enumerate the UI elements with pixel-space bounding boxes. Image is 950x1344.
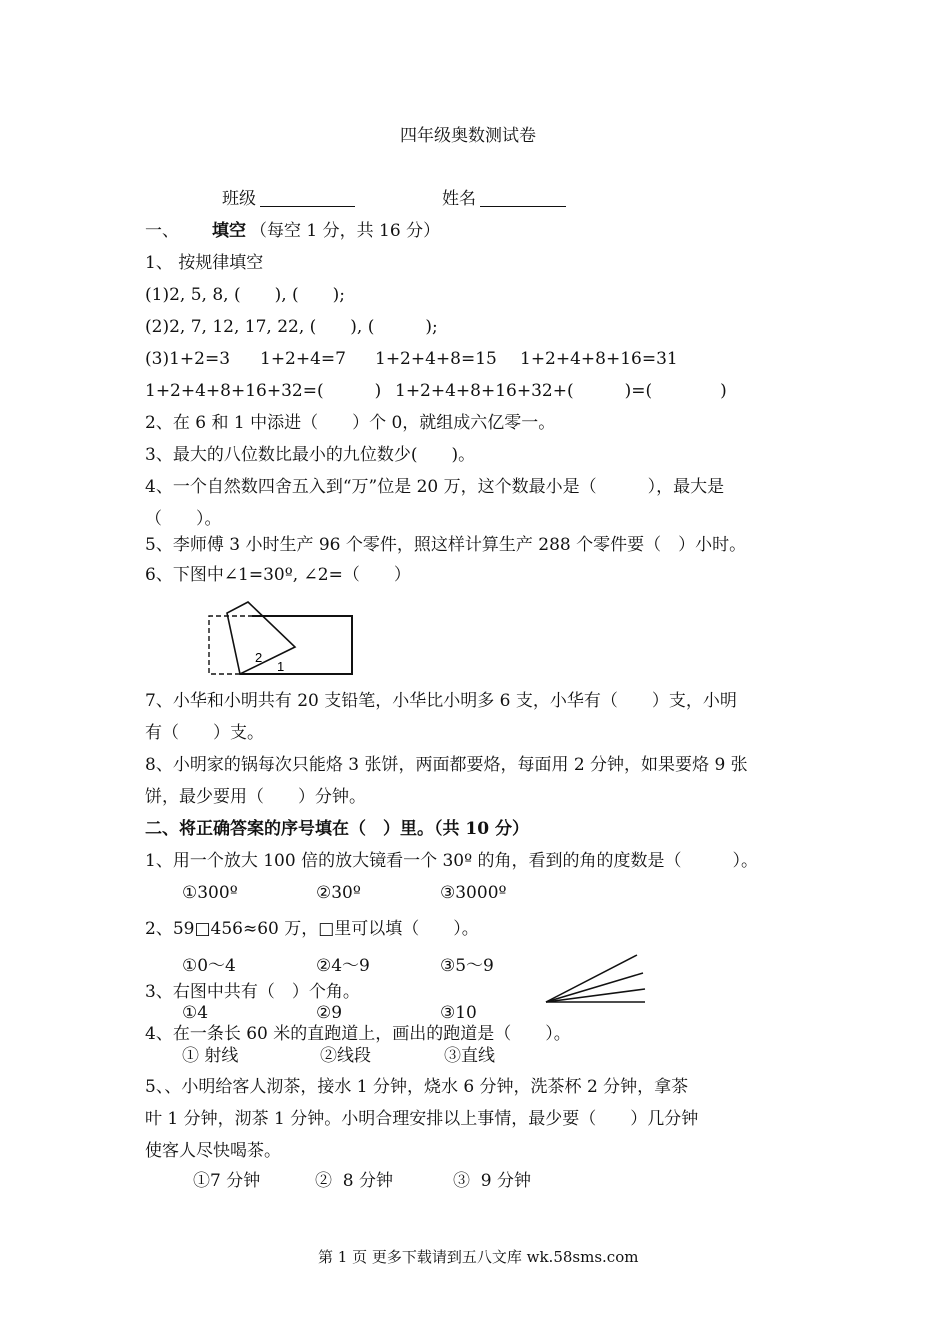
class-blank[interactable] [260, 188, 355, 207]
s2-q5-text-line1: 5、、小明给客人沏茶，接水 1 分钟，烧水 6 分钟，洗茶杯 2 分钟，拿茶 [145, 1077, 689, 1097]
folded-rectangle-figure [200, 598, 360, 680]
s2-q1-text: 1、用一个放大 100 倍的放大镜看一个 30º 的角，看到的角的度数是（ ）。 [145, 851, 759, 871]
q1-part3-d: 1+2+4+8+16=31 [520, 349, 678, 369]
section1-title: 填空 [212, 221, 246, 241]
q1-text: 1、 按规律填空 [145, 253, 264, 273]
s2-q5-text-line2: 叶 1 分钟，沏茶 1 分钟。小明合理安排以上事情，最少要（ ）几分钟 [145, 1109, 699, 1129]
q8-text-line2: 饼，最少要用（ ）分钟。 [145, 787, 366, 807]
s2-q2-text: 2、59□456≈60 万，□里可以填（ ）。 [145, 919, 479, 939]
s2-q2-option1[interactable]: ①0～4 [182, 956, 236, 976]
page-footer: 第 1 页 更多下载请到五八文库 wk.58sms.com [318, 1248, 639, 1266]
section2-title: 二、将正确答案的序号填在（ ）里。（共 10 分） [145, 819, 529, 839]
s2-q3-option2[interactable]: ②9 [316, 1003, 343, 1023]
page-title: 四年级奥数测试卷 [400, 126, 536, 146]
s2-q3-text: 3、右图中共有（ ）个角。 [145, 982, 360, 1002]
rectangle-folded-dashed-edge [209, 616, 252, 674]
q3-text: 3、最大的八位数比最小的九位数少( )。 [145, 445, 476, 465]
q1-part4-a: 1+2+4+8+16+32=( ) [145, 381, 382, 401]
q1-part2: (2)2, 7, 12, 17, 22, ( ), ( ); [145, 317, 438, 337]
q1-part3-b: 1+2+4=7 [260, 349, 346, 369]
ray-3 [546, 989, 645, 1002]
q1-part4-b: 1+2+4+8+16+32+( )=( ) [395, 381, 727, 401]
rays-figure [544, 950, 649, 1006]
s2-q2-option3[interactable]: ③5～9 [440, 956, 494, 976]
q7-text-line1: 7、小华和小明共有 20 支铅笔，小华比小明多 6 支，小华有（ ）支，小明 [145, 691, 737, 711]
class-label: 班级 [222, 189, 256, 209]
s2-q5-option3[interactable]: ③ 9 分钟 [453, 1171, 532, 1191]
s2-q4-option1[interactable]: ① 射线 [182, 1046, 239, 1066]
q5-text: 5、李师傅 3 小时生产 96 个零件，照这样计算生产 288 个零件要（ ）小时。 [145, 535, 747, 555]
s2-q4-text: 4、在一条长 60 米的直跑道上，画出的跑道是（ ）。 [145, 1024, 571, 1044]
q7-text-line2: 有（ ）支。 [145, 723, 264, 743]
q4-text-line2: （ ）。 [145, 509, 222, 529]
q6-text: 6、下图中∠1=30º, ∠2=（ ） [145, 565, 411, 585]
s2-q5-text-line3: 使客人尽快喝茶。 [145, 1141, 281, 1161]
s2-q5-option1[interactable]: ①7 分钟 [193, 1171, 261, 1191]
s2-q1-option2[interactable]: ②30º [316, 883, 361, 903]
q2-text: 2、在 6 和 1 中添进（ ）个 0，就组成六亿零一。 [145, 413, 556, 433]
angle-1-label: 1 [277, 659, 285, 674]
name-blank[interactable] [480, 188, 566, 207]
s2-q4-option3[interactable]: ③直线 [444, 1046, 495, 1066]
q1-part3-a: (3)1+2=3 [145, 349, 231, 369]
q1-part3-c: 1+2+4+8=15 [375, 349, 497, 369]
s2-q3-option1[interactable]: ①4 [182, 1003, 209, 1023]
q1-part1: (1)2, 5, 8, ( ), ( ); [145, 285, 346, 305]
name-label: 姓名 [442, 189, 476, 209]
section1-number: 一、 [145, 221, 179, 241]
s2-q2-option2[interactable]: ②4～9 [316, 956, 370, 976]
angle-2-label: 2 [255, 650, 263, 665]
s2-q3-option3[interactable]: ③10 [440, 1003, 477, 1023]
section1-note: （每空 1 分，共 16 分） [250, 221, 441, 241]
s2-q5-option2[interactable]: ② 8 分钟 [315, 1171, 394, 1191]
s2-q1-option1[interactable]: ①300º [182, 883, 238, 903]
q4-text-line1: 4、一个自然数四舍五入到“万”位是 20 万，这个数最小是（ ），最大是 [145, 477, 725, 497]
s2-q4-option2[interactable]: ②线段 [320, 1046, 371, 1066]
q8-text-line1: 8、小明家的锅每次只能烙 3 张饼，两面都要烙，每面用 2 分钟，如果要烙 9 张 [145, 755, 748, 775]
s2-q1-option3[interactable]: ③3000º [440, 883, 507, 903]
